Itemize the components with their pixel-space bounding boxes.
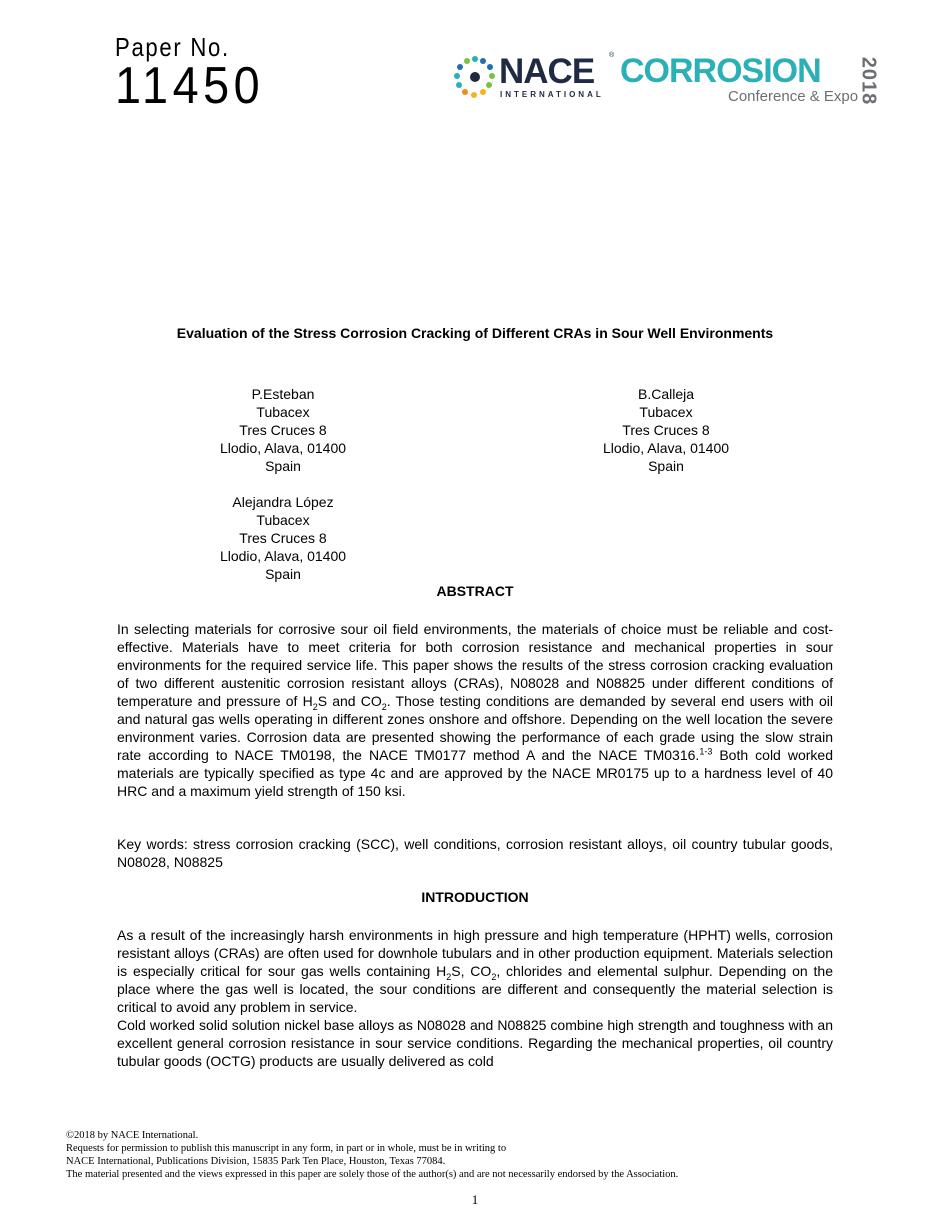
- conference-expo-text: Conference & Expo: [728, 88, 859, 105]
- copyright-line: ©2018 by NACE International.: [66, 1130, 199, 1141]
- corrosion-wordmark: CORROSION: [620, 52, 821, 90]
- author-affiliation: Tubacex: [256, 404, 310, 420]
- abstract-h2s-h: H: [302, 693, 313, 709]
- copyright-footer: [66, 1129, 886, 1181]
- reference-superscript: 1-3: [699, 746, 713, 757]
- author-block: [183, 385, 383, 475]
- nace-corrosion-logo: [452, 52, 892, 112]
- author-name: Alejandra López: [232, 494, 334, 510]
- address-line: NACE International, Publications Division, 15835 Park Ten Place, Houston, Texas 77084.: [66, 1156, 446, 1167]
- author-city: Llodio, Alava, 01400: [219, 440, 347, 456]
- abstract-h2s-s: S and CO: [317, 693, 382, 709]
- author-country: Spain: [648, 458, 684, 474]
- author-city: Llodio, Alava, 01400: [602, 440, 730, 456]
- nace-wordmark: NACE: [499, 52, 595, 91]
- conference-year-text: 2018: [857, 56, 880, 106]
- introduction-paragraph-1: [117, 926, 833, 1016]
- author-street: Tres Cruces 8: [239, 422, 327, 438]
- author-affiliation: Tubacex: [256, 512, 310, 528]
- subscript: 2: [381, 701, 387, 712]
- abstract-text-3: Both cold worked materials are typically specified as type 4c and are approved by the NACE MR0175 up to a hardness level of 40 HRC and a maximum yield strength of 150 ksi.: [117, 747, 833, 799]
- paper-number-block: [115, 32, 281, 115]
- author-affiliation: Tubacex: [639, 404, 693, 420]
- paper-label: Paper No.: [115, 32, 230, 62]
- subscript: 2: [446, 971, 452, 982]
- author-block: [566, 385, 766, 475]
- author-block: [183, 493, 383, 583]
- abstract-paragraph: [117, 620, 833, 800]
- intro-text-1: As a result of the increasingly harsh environments in high pressure and high temperature (HPHT) wells, corrosion resistant alloys (CRAs) are often used for downhole tubulars and in other production equipment. Materials selection is especially critical for sour gas wells containing H: [117, 927, 833, 979]
- author-city: Llodio, Alava, 01400: [219, 548, 347, 564]
- author-name: B.Calleja: [637, 386, 695, 402]
- abstract-text-2: . Those testing conditions are demanded by several end users with oil and natural gas wells operating in different zones onshore and offshore. Depending on the well location the severe environment varies. Corrosion data are presented showing the performance of each grade using the slow strain rate according to NACE TM0198, the NACE TM0177 method A and the NACE TM0316.: [117, 693, 833, 763]
- disclaimer-line: The material presented and the views expressed in this paper are solely those of the author(s) and are not necessarily endorsed by the Association.: [66, 1169, 679, 1180]
- author-country: Spain: [265, 566, 301, 582]
- author-country: Spain: [265, 458, 301, 474]
- subscript: 2: [312, 701, 318, 712]
- author-street: Tres Cruces 8: [239, 530, 327, 546]
- nace-international-text: INTERNATIONAL: [500, 90, 604, 99]
- author-street: Tres Cruces 8: [622, 422, 710, 438]
- abstract-heading: ABSTRACT: [436, 583, 514, 599]
- permission-line: Requests for permission to publish this manuscript in any form, in part or in whole, must be in writing to: [66, 1143, 507, 1154]
- paper-title: Evaluation of the Stress Corrosion Cracking of Different CRAs in Sour Well Environments: [176, 325, 774, 341]
- intro-text-2: S, CO: [451, 963, 492, 979]
- subscript: 2: [491, 971, 497, 982]
- page-number: 1: [471, 1192, 479, 1207]
- introduction-heading: INTRODUCTION: [421, 889, 529, 905]
- registered-mark: ®: [609, 52, 615, 59]
- introduction-paragraph-2: Cold worked solid solution nickel base alloys as N08028 and N08825 combine high strength and toughness with an excellent general corrosion resistance in sour service conditions. Regarding the mechanical properties, oil country tubular goods (OCTG) products are usually delivered as cold: [117, 1017, 833, 1069]
- conference-year: [858, 56, 878, 106]
- author-name: P.Esteban: [251, 386, 315, 402]
- abstract-text-1: In selecting materials for corrosive sour oil field environments, the materials of choice must be reliable and cost-effective. Materials have to meet criteria for both corrosion resistance and mechanical properties in sour environments for the required service life. This paper shows the results of the stress corrosion cracking evaluation of two different austenitic corrosion resistant alloys (CRAs), N08028 and N08825 under different conditions of temperature and pressure of: [117, 621, 833, 709]
- nace-globe-icon: [452, 52, 498, 102]
- intro-text-3: , chlorides and elemental sulphur. Depending on the place where the gas well is located, the sour conditions are different and consequently the material selection is critical to avoid any problem in service.: [117, 963, 834, 1015]
- paper-number: 11450: [115, 57, 265, 115]
- keywords-paragraph: Key words: stress corrosion cracking (SCC), well conditions, corrosion resistant alloys, oil country tubular goods, N08028, N08825: [117, 836, 833, 870]
